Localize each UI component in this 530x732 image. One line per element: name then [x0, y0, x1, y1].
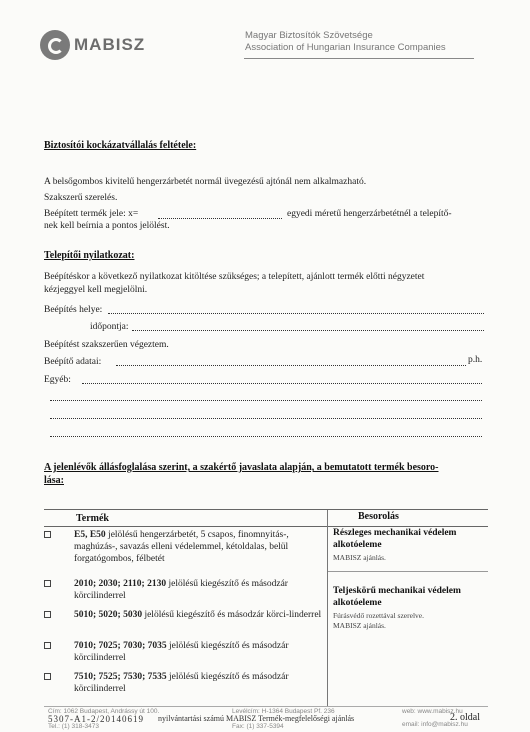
footer-web: web: www.mabisz.hu — [402, 708, 463, 715]
installer-data-label: Beépítő adatai: — [44, 357, 102, 367]
doc-number: 5307-A1-2/20140619 — [48, 714, 144, 724]
class-divider — [328, 571, 488, 572]
class-title: Részleges mechanikai védelem — [333, 528, 457, 538]
table-top-rule — [44, 509, 488, 510]
row-checkbox[interactable] — [44, 673, 51, 680]
product-mark-label: Beépített termék jele: x= — [44, 209, 139, 219]
column-header-product: Termék — [76, 513, 109, 524]
header-divider — [244, 58, 474, 59]
page-number: 2. oldal — [450, 712, 480, 723]
risk-line-2: Szakszerű szerelés. — [44, 193, 118, 203]
product-description: jelölésű hengerzárbetét, 5 csapos, finomnyitás-, maghúzás-, savazás elleni védelemmel, kétoldalas, belül forgatógombos, félbetét — [74, 530, 289, 564]
classification-title-2: lása: — [44, 475, 64, 486]
class-partial — [333, 527, 483, 563]
section-installer-title: Telepítői nyilatkozat: — [44, 250, 135, 261]
other-field-1 — [82, 383, 482, 384]
section-risk-title: Biztosítói kockázatvállalás feltétele: — [44, 140, 197, 151]
class-note: MABISZ ajánlás. — [333, 553, 386, 562]
footer-fax: Fax: (1) 337-5394 — [232, 723, 284, 730]
product-mark-field — [158, 218, 282, 219]
class-title-2: alkotóeleme — [333, 598, 382, 608]
association-name-hu: Magyar Biztosítók Szövetsége — [245, 30, 373, 41]
other-field-3 — [50, 418, 482, 419]
product-codes: E5, E50 — [74, 530, 106, 540]
footer-rule — [44, 706, 488, 707]
install-statement: Beépítést szakszerűen végeztem. — [44, 340, 169, 350]
row-checkbox[interactable] — [44, 642, 51, 649]
risk-line-3b: egyedi méretű hengerzárbetétnél a telepítő- — [287, 209, 452, 219]
footer-tel: Tel.: (1) 318-3473 — [48, 723, 99, 730]
class-title-2: alkotóeleme — [333, 540, 382, 550]
column-header-class: Besorolás — [358, 511, 399, 522]
table-column-divider — [327, 510, 328, 706]
class-full — [333, 585, 483, 631]
footer-email: email: info@mabisz.hu — [402, 721, 468, 728]
row-checkbox[interactable] — [44, 580, 51, 587]
product-codes: 2010; 2030; 2110; 2130 — [74, 579, 167, 589]
install-place-label: Beépítés helye: — [44, 305, 103, 315]
association-name-en: Association of Hungarian Insurance Companies — [245, 42, 446, 53]
product-codes: 5010; 5020; 5030 — [74, 610, 143, 620]
other-label: Egyéb: — [44, 375, 71, 385]
footer-mail: Levélcím: H-1364 Budapest Pf. 236 — [232, 708, 335, 715]
mabisz-logo-icon — [40, 30, 70, 60]
other-field-4 — [50, 436, 482, 437]
ph-label: p.h. — [468, 355, 483, 365]
installer-intro-2: kézjeggyel kell megjelölni. — [44, 285, 148, 295]
class-note-2: MABISZ ajánlás. — [333, 621, 386, 630]
installer-data-field — [116, 365, 466, 366]
install-time-label: időpontja: — [90, 322, 129, 332]
classification-title-1: A jelenlévők állásfoglalása szerint, a szakértő javaslata alapján, a bemutatott termék besoro- — [44, 462, 439, 473]
row-checkbox[interactable] — [44, 531, 51, 538]
product-description: jelölésű kiegészítő és másodzár körcilinderrel — [74, 672, 289, 694]
class-note: Fúrásvédő rozettával szerelve. — [333, 611, 424, 620]
footer-address: Cím: 1062 Budapest, Andrássy út 100. — [48, 708, 160, 715]
risk-line-1: A belsőgombos kivitelű hengerzárbetét normál üvegezésű ajtónál nem alkalmazható. — [44, 177, 367, 187]
install-place-field — [108, 313, 484, 314]
product-description: jelölésű kiegészítő és másodzár körci-linderrel — [142, 610, 322, 620]
product-description: jelölésű kiegészítő és másodzár körcilinderrel — [74, 641, 289, 663]
product-codes: 7510; 7525; 7530; 7535 — [74, 672, 167, 682]
product-codes: 7010; 7025; 7030; 7035 — [74, 641, 167, 651]
class-title: Teljeskörű mechanikai védelem — [333, 586, 461, 596]
install-time-field — [132, 330, 484, 331]
risk-line-4: nek kell beírnia a pontos jelölést. — [44, 221, 170, 231]
product-description: jelölésű kiegészítő és másodzár körcilinderrel — [74, 579, 288, 601]
row-checkbox[interactable] — [44, 611, 51, 618]
logo-text: MABISZ — [74, 35, 146, 54]
installer-intro-1: Beépítéskor a következő nyilatkozat kitöltése szükséges; a telepített, ajánlott termék előtti négyzetet — [44, 272, 425, 282]
doc-registration-text: nyilvántartási számú MABISZ Termék-megfelelőségi ajánlás — [158, 714, 355, 723]
other-field-2 — [50, 400, 482, 401]
